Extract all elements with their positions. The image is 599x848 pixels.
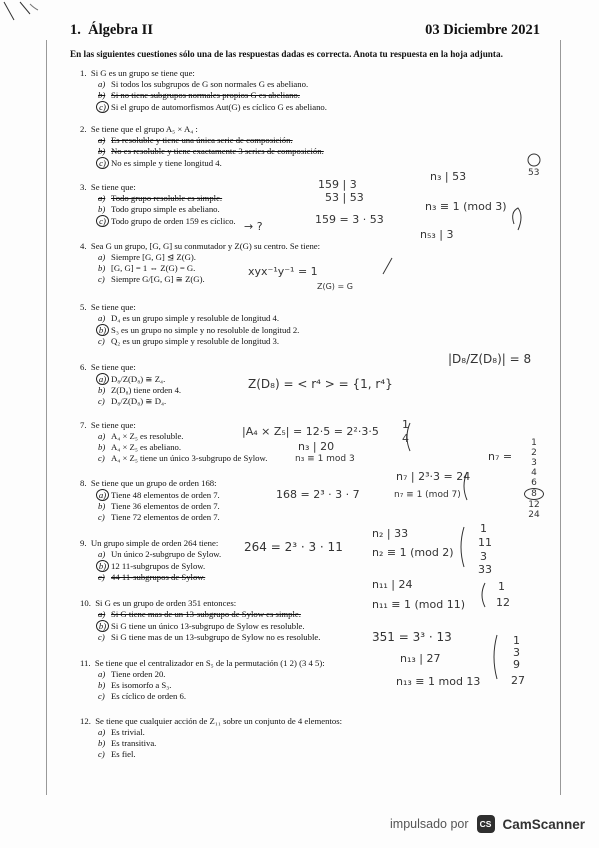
handwritten-note: 264 = 2³ · 3 · 11	[244, 540, 343, 554]
option-a: a) Tiene orden 20.	[98, 669, 166, 679]
question-text: 9. Un grupo simple de orden 264 tiene:	[80, 538, 219, 548]
divisor: 6	[531, 478, 537, 488]
option-b-selected: b) S₃ es un grupo no simple y no resoluble de longitud 2.	[98, 324, 299, 336]
handwritten-divisor-list	[524, 438, 544, 520]
handwritten-note: 53 | 53	[325, 191, 364, 204]
option-b: b) A₄ × Z₅ es abeliano.	[98, 442, 182, 452]
handwritten-note: 1	[498, 580, 505, 593]
option-a: a) Es resoluble y tiene una única serie de composición.	[98, 135, 293, 145]
option-a: a) A₄ × Z₅ es resoluble.	[98, 431, 184, 441]
handwritten-note: 1	[402, 418, 409, 431]
option-a-selected: a) D₈/Z(D₈) ≅ Z₄.	[98, 373, 181, 385]
footer-brand: CamScanner	[502, 816, 586, 832]
page-right-border	[560, 40, 561, 795]
handwritten-note: 159 = 3 · 53	[315, 213, 384, 226]
page-left-border	[46, 40, 47, 795]
handwritten-note: 4	[402, 432, 409, 445]
question-5	[80, 302, 299, 347]
option-c: c) D₈/Z(D₈) ≅ D₄.	[98, 396, 167, 406]
option-a: a) Si G tiene mas de un 13-subgrupo de Sylow es simple.	[98, 609, 301, 619]
handwritten-note: n₁₁ | 24	[372, 578, 413, 591]
question-text: 10. Si G es un grupo de orden 351 entonces:	[80, 598, 237, 608]
option-b: b) Es transitiva.	[98, 738, 157, 748]
handwritten-note: n₂ ≡ 1 (mod 2)	[372, 546, 454, 559]
camscanner-footer	[390, 812, 585, 836]
option-c: c) Es cíclico de orden 6.	[98, 691, 187, 701]
handwritten-note: Z(G) = G	[317, 282, 353, 291]
option-c: c) Tiene 72 elementos de orden 7.	[98, 512, 220, 522]
handwritten-note: → ?	[244, 220, 263, 233]
question-8	[80, 478, 220, 523]
option-a: a) D₄ es un grupo simple y resoluble de longitud 4.	[98, 313, 280, 323]
divisor: 3	[531, 458, 537, 468]
divisor: 4	[531, 468, 537, 478]
handwritten-note: n₇ | 2³·3 = 24	[396, 470, 471, 483]
option-a-selected: a) Tiene 48 elementos de orden 7.	[98, 489, 220, 501]
handwritten-note: 11	[478, 536, 492, 549]
option-c: c) Es fiel.	[98, 749, 136, 759]
handwritten-note: 33	[478, 563, 492, 576]
question-text: 1. Si G es un grupo se tiene que:	[80, 68, 195, 78]
handwritten-note: 1	[513, 634, 520, 647]
question-text: 2. Se tiene que el grupo A₅ × A₄ :	[80, 124, 198, 134]
handwritten-note: n₃ | 53	[430, 170, 467, 183]
handwritten-note: 53	[528, 168, 540, 178]
handwritten-note: 27	[511, 674, 525, 687]
handwritten-note: 351 = 3³ · 13	[372, 630, 452, 644]
handwritten-note: n₅₃ | 3	[420, 228, 454, 241]
option-b: b) Si no tiene subgrupos normales propios G es abeliano.	[98, 90, 300, 100]
handwritten-note: 159 | 3	[318, 178, 357, 191]
option-c: c) 44 11-subgrupos de Sylow.	[98, 572, 206, 582]
question-text: 8. Se tiene que un grupo de orden 168:	[80, 478, 217, 488]
question-text: 12. Se tiene que cualquier acción de Z₁₁ sobre un conjunto de 4 elementos:	[80, 716, 343, 726]
option-b-selected: b) Si G tiene un único 13-subgrupo de Sylow es resoluble.	[98, 620, 320, 632]
question-12	[80, 716, 342, 760]
option-a: a) Un único 2-subgrupo de Sylow.	[98, 549, 222, 559]
question-7	[80, 420, 267, 464]
option-b: b) Tiene 36 elementos de orden 7.	[98, 501, 220, 511]
question-11	[80, 658, 325, 702]
footer-text: impulsado por	[390, 817, 469, 831]
option-b-selected: b) 12 11-subgrupos de Sylow.	[98, 560, 221, 572]
exam-date: 03 Diciembre 2021	[425, 22, 540, 38]
question-text: 11. Se tiene que el centralizador en S₅ de la permutación (1 2) (3 4 5):	[80, 658, 325, 668]
question-text: 4. Sea G un grupo, [G, G] su conmutador y Z(G) su centro. Se tiene:	[80, 241, 321, 251]
handwritten-note: n₁₃ ≡ 1 mod 13	[396, 675, 481, 688]
camscanner-logo-icon: CS	[477, 815, 495, 833]
option-b: b) No es resoluble y tiene exactamente 3 series de composición.	[98, 146, 324, 156]
handwritten-note: 9	[513, 658, 520, 671]
option-b: b) Z(D₈) tiene orden 4.	[98, 385, 182, 395]
page-corner-mark	[0, 0, 60, 40]
divisor: 2	[531, 448, 537, 458]
option-a: a) Siempre [G, G] ⊴ Z(G).	[98, 252, 196, 262]
handwritten-note: xyx⁻¹y⁻¹ = 1	[248, 265, 318, 278]
handwritten-note: 3	[513, 646, 520, 659]
handwritten-note: n₃ ≡ 1 (mod 3)	[425, 200, 507, 213]
handwritten-note: n₇ =	[488, 450, 513, 463]
handwritten-note: n₇ ≡ 1 (mod 7)	[394, 490, 461, 500]
exam-title: 1. Álgebra II	[70, 22, 153, 38]
question-6	[80, 362, 181, 407]
option-b: b) Es isomorfo a S₃.	[98, 680, 172, 690]
divisor: 1	[531, 438, 537, 448]
handwritten-note: n₃ | 20	[298, 440, 335, 453]
question-text: 6. Se tiene que:	[80, 362, 136, 372]
question-text: 7. Se tiene que:	[80, 420, 136, 430]
exam-header	[70, 22, 540, 39]
option-c-selected: c) Todo grupo de orden 159 es cíclico.	[98, 215, 236, 227]
divisor: 12	[528, 500, 540, 510]
question-1	[80, 68, 327, 113]
option-c: c) Siempre G/[G, G] ≅ Z(G).	[98, 274, 205, 284]
handwritten-note: 168 = 2³ · 3 · 7	[276, 488, 360, 501]
question-text: 3. Se tiene que:	[80, 182, 136, 192]
question-2	[80, 124, 324, 169]
question-3	[80, 182, 236, 227]
option-a: a) Todo grupo resoluble es simple.	[98, 193, 223, 203]
divisor-circled: 8	[524, 488, 544, 500]
handwritten-note: 3	[480, 550, 487, 563]
option-c-selected: c) Si el grupo de automorfismos Aut(G) es cíclico G es abeliano.	[98, 101, 327, 113]
question-10	[80, 598, 320, 643]
handwritten-note: 1	[480, 522, 487, 535]
option-a: a) Es trivial.	[98, 727, 145, 737]
handwritten-note: n₃ ≡ 1 mod 3	[295, 454, 355, 464]
option-c-selected: c) No es simple y tiene longitud 4.	[98, 157, 324, 169]
handwritten-note: 12	[496, 596, 510, 609]
handwritten-note: n₁₁ ≡ 1 (mod 11)	[372, 598, 466, 611]
exam-instructions: En las siguientes cuestiones sólo una de las respuestas dadas es correcta. Anota tu respuesta en la hoja adjunta.	[70, 49, 503, 59]
option-a: a) Si todos los subgrupos de G son normales G es abeliano.	[98, 79, 309, 89]
handwritten-note: n₁₃ | 27	[400, 652, 441, 665]
option-c: c) A₄ × Z₅ tiene un único 3-subgrupo de Sylow.	[98, 453, 268, 463]
option-c: c) Q₂ es un grupo simple y resoluble de longitud 3.	[98, 336, 280, 346]
handwritten-note: |A₄ × Z₅| = 12·5 = 2²·3·5	[242, 425, 379, 438]
question-4	[80, 241, 320, 285]
divisor: 24	[528, 510, 540, 520]
handwritten-note: n₂ | 33	[372, 527, 409, 540]
handwritten-note: |D₈/Z(D₈)| = 8	[448, 352, 532, 366]
question-9	[80, 538, 221, 583]
option-b: b) [G, G] = 1 ⇔ Z(G) = G.	[98, 263, 196, 273]
handwritten-note: Z(D₈) = < r⁴ > = {1, r⁴}	[248, 377, 393, 391]
option-c: c) Si G tiene mas de un 13-subgrupo de Sylow no es resoluble.	[98, 632, 321, 642]
question-text: 5. Se tiene que:	[80, 302, 136, 312]
option-b: b) Todo grupo simple es abeliano.	[98, 204, 220, 214]
